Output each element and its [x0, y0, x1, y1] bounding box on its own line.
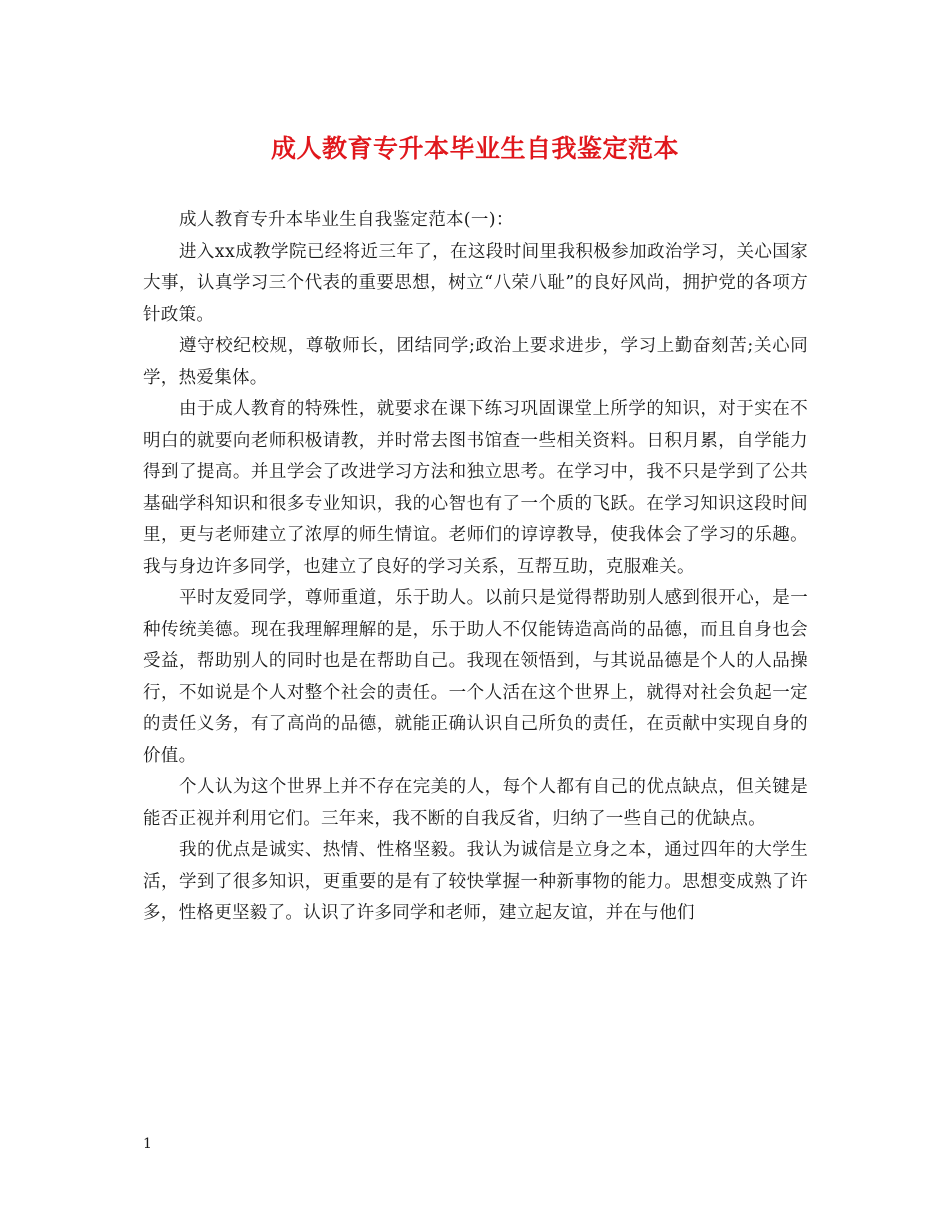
paragraph-helping-others: 平时友爱同学，尊师重道，乐于助人。以前只是觉得帮助别人感到很开心，是一种传统美德。现在我理解理解的是，乐于助人不仅能铸造高尚的品德，而且自身也会受益，帮助别人的同时也是在帮助自己。我现在领悟到，与其说品德是个人的人品操行，不如说是个人对整个社会的责任。一个人活在这个世界上，就得对社会负起一定的责任义务，有了高尚的品德，就能正确认识自己所负的责任，在贡献中实现自身的价值。: [143, 588, 808, 766]
paragraph-politics: 进入xx成教学院已经将近三年了，在这段时间里我积极参加政治学习，关心国家大事，认真学习三个代表的重要思想，树立“八荣八耻”的良好风尚，拥护党的各项方针政策。: [143, 241, 808, 325]
document-title: 成人教育专升本毕业生自我鉴定范本: [270, 134, 679, 163]
paragraph-discipline: 遵守校纪校规，尊敬师长，团结同学;政治上要求进步，学习上勤奋刻苦;关心同学，热爱集体。: [143, 336, 808, 388]
page-number: 1: [143, 1136, 152, 1152]
paragraph-intro: 成人教育专升本毕业生自我鉴定范本(一)：: [179, 210, 514, 230]
paragraph-strengths: 我的优点是诚实、热情、性格坚毅。我认为诚信是立身之本，通过四年的大学生活，学到了很多知识，更重要的是有了较快掌握一种新事物的能力。思想变成熟了许多，性格更坚毅了。认识了许多同学和老师，建立起友谊，并在与他们: [143, 840, 808, 923]
paragraph-study: 由于成人教育的特殊性，就要求在课下练习巩固课堂上所学的知识，对于实在不明白的就要向老师积极请教，并时常去图书馆查一些相关资料。日积月累，自学能力得到了提高。并且学会了改进学习方法和独立思考。在学习中，我不只是学到了公共基础学科知识和很多专业知识，我的心智也有了一个质的飞跃。在学习知识这段时间里，更与老师建立了浓厚的师生情谊。老师们的谆谆教导，使我体会了学习的乐趣。我与身边许多同学，也建立了良好的学习关系，互帮互助，克服难关。: [143, 399, 808, 577]
document-body: [143, 205, 808, 930]
paragraph-self-reflection: 个人认为这个世界上并不存在完美的人，每个人都有自己的优点缺点，但关键是能否正视并利用它们。三年来，我不断的自我反省，归纳了一些自己的优缺点。: [143, 777, 808, 829]
